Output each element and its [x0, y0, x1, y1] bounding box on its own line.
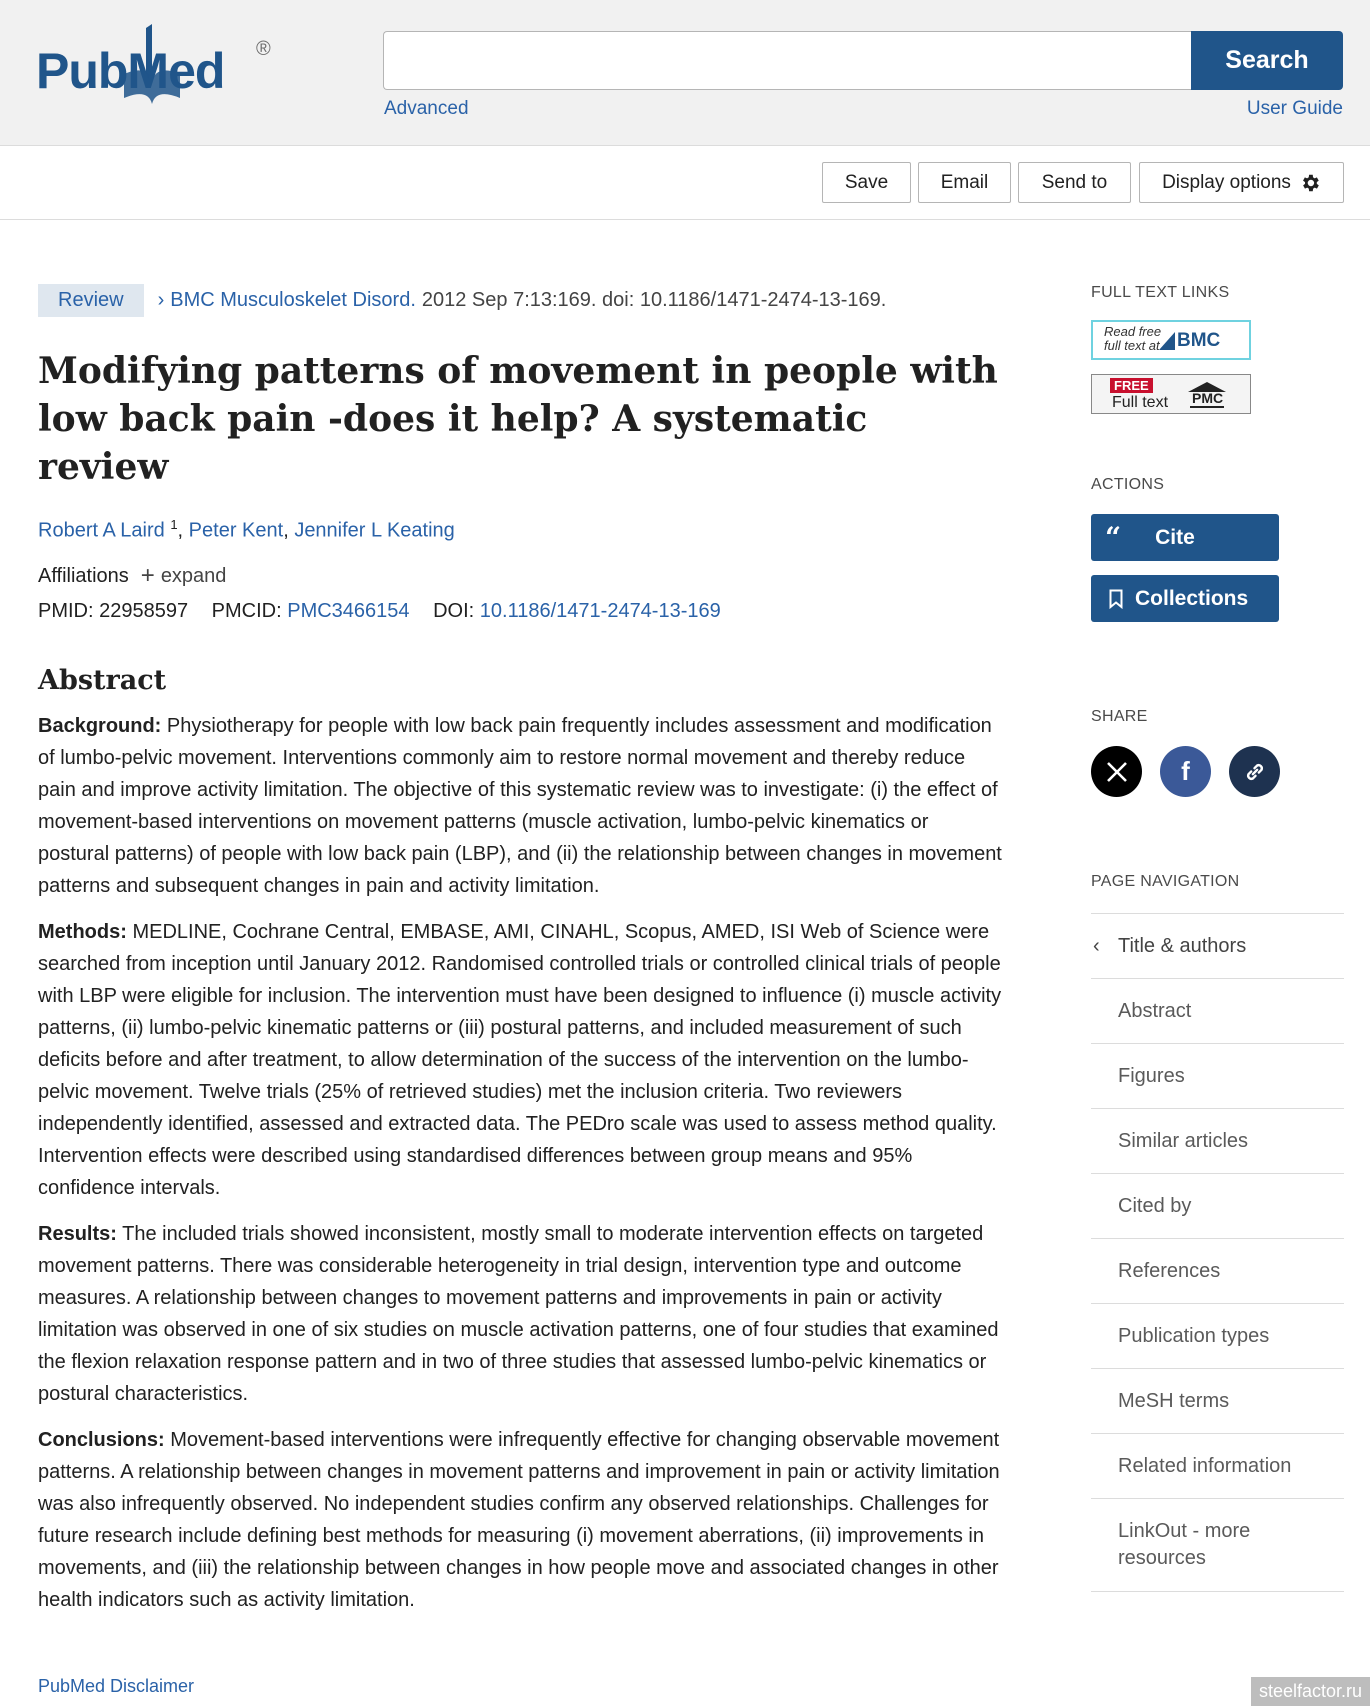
review-badge: Review	[38, 284, 144, 317]
search-button[interactable]: Search	[1191, 31, 1343, 90]
background-label: Background:	[38, 714, 162, 737]
conclusions-text: Movement-based interventions were infrequently effective for changing observable movement patterns. A relationship between changes in movement patterns and improvement in pain or activity limitation was also infrequently observed. No independent studies confirm any observed relationships. Challenges for future research include defining best methods for measuring (i) movement aberrations, (ii) improvements in movements, and (iii) the relationship between changes in how people move and associated changes in other health indicators such as activity limitation.	[38, 1428, 1000, 1611]
email-label: Email	[940, 171, 989, 193]
pmcid-link[interactable]: PMC3466154	[287, 599, 410, 622]
author-link[interactable]: Robert A Laird	[38, 519, 165, 542]
article-main	[38, 284, 1003, 1616]
gear-icon	[1299, 172, 1321, 194]
methods-label: Methods:	[38, 920, 127, 943]
journal-link[interactable]: BMC Musculoskelet Disord.	[170, 289, 416, 311]
citation-text: 2012 Sep 7:13:169. doi: 10.1186/1471-2474-13-169.	[421, 289, 887, 311]
pmid-label: PMID:	[38, 599, 94, 622]
abstract-background	[38, 710, 1003, 902]
citation-line	[38, 284, 1003, 317]
action-toolbar	[0, 146, 1370, 220]
nav-publication-types[interactable]	[1091, 1304, 1344, 1369]
full-text-links-heading: FULL TEXT LINKS	[1091, 284, 1230, 301]
nav-figures[interactable]	[1091, 1044, 1344, 1109]
nav-title-authors[interactable]	[1091, 914, 1344, 979]
facebook-share-button[interactable]	[1160, 746, 1211, 797]
page-navigation-heading: PAGE NAVIGATION	[1091, 873, 1240, 890]
chevron-left-icon: ‹	[1093, 934, 1100, 957]
pubmed-disclaimer-link[interactable]: PubMed Disclaimer	[38, 1676, 195, 1696]
nav-related-information[interactable]	[1091, 1434, 1344, 1499]
nav-label: LinkOut - more resources	[1118, 1520, 1251, 1569]
page-navigation-list	[1091, 913, 1344, 1592]
link-icon	[1242, 759, 1268, 785]
bmc-brand: BMC	[1177, 330, 1221, 351]
actions-heading: ACTIONS	[1091, 476, 1165, 493]
nav-label: Figures	[1118, 1064, 1185, 1087]
registered-mark: ®	[256, 38, 271, 60]
share-buttons	[1091, 746, 1344, 797]
abstract-heading: Abstract	[38, 664, 167, 696]
bmc-read-label: Read free full text at	[1104, 324, 1162, 353]
affiliations-label: Affiliations	[38, 564, 129, 587]
results-text: The included trials showed inconsistent, mostly small to moderate intervention effects on targeted movement patterns. There was considerable heterogeneity in trial design, intervention type and outcome measures. A relationship between changes to movement patterns and improvements in pain or activity limitation was observed in one of six studies on muscle activation patterns, one of four studies that examined the flexion relaxation response pattern and in two of three studies that assessed lumbo-pelvic kinematics or postural characteristics.	[38, 1222, 999, 1405]
expand-label: expand	[160, 564, 227, 587]
email-button[interactable]	[918, 162, 1011, 203]
abstract-methods	[38, 916, 1003, 1204]
nav-abstract[interactable]	[1091, 979, 1344, 1044]
nav-mesh-terms[interactable]	[1091, 1369, 1344, 1434]
nav-label: MeSH terms	[1118, 1389, 1230, 1412]
send-to-button[interactable]	[1018, 162, 1131, 203]
cite-button[interactable]	[1091, 514, 1279, 561]
save-button[interactable]	[822, 162, 911, 203]
nav-label: Title & authors	[1118, 934, 1247, 957]
author-affiliation-number[interactable]: 1	[170, 517, 178, 532]
nav-label: Cited by	[1118, 1194, 1192, 1217]
display-options-button[interactable]	[1139, 162, 1344, 203]
abstract-conclusions	[38, 1424, 1003, 1616]
watermark: steelfactor.ru	[1251, 1677, 1370, 1706]
collections-label: Collections	[1135, 586, 1249, 610]
copy-link-button[interactable]	[1229, 746, 1280, 797]
save-label: Save	[844, 171, 889, 193]
facebook-icon: f	[1181, 756, 1190, 786]
share-heading: SHARE	[1091, 708, 1148, 725]
expand-affiliations-button[interactable]	[140, 562, 227, 590]
abstract-results	[38, 1218, 1003, 1410]
author-link[interactable]: Jennifer L Keating	[294, 519, 455, 542]
nav-label: Abstract	[1118, 999, 1192, 1022]
nav-cited-by[interactable]	[1091, 1174, 1344, 1239]
user-guide-link[interactable]: User Guide	[1246, 98, 1343, 119]
x-share-button[interactable]	[1091, 746, 1142, 797]
bookmark-icon	[1109, 589, 1123, 609]
author-list: Robert A Laird $^1$, Peter Kent, Jennifer L Keating	[38, 517, 455, 542]
affiliations-row	[38, 562, 1003, 590]
doi-label: DOI:	[433, 599, 475, 622]
pubmed-logo[interactable]	[36, 24, 286, 114]
nav-label: Publication types	[1118, 1324, 1270, 1347]
advanced-search-link[interactable]: Advanced	[384, 98, 469, 119]
nav-label: References	[1118, 1259, 1221, 1282]
identifiers-row	[38, 600, 1003, 623]
pmc-full-label: Full text	[1112, 394, 1169, 411]
chevron-right-icon: ›	[157, 289, 165, 311]
doi-link[interactable]: 10.1186/1471-2474-13-169	[479, 599, 721, 622]
site-header	[0, 0, 1370, 146]
background-text: Physiotherapy for people with low back pain frequently includes assessment and modification of lumbo-pelvic movement. Interventions commonly aim to restore normal movement and thereby reduce pain and improve activity limitation. The objective of this systematic review was to investigate: (i) the effect of movement-based interventions on movement patterns (muscle activation, lumbo-pelvic kinematics or postural patterns) of people with low back pain (LBP), and (ii) the relationship between changes in movement patterns and subsequent changes in pain and activity limitation.	[38, 714, 1002, 897]
logo-text: PubMed	[36, 43, 225, 99]
nav-label: Related information	[1118, 1454, 1292, 1477]
display-options-label: Display options	[1162, 171, 1291, 193]
pmc-brand: PMC	[1192, 390, 1224, 406]
search-input[interactable]	[383, 31, 1192, 90]
send-to-label: Send to	[1041, 171, 1108, 193]
results-label: Results:	[38, 1222, 117, 1245]
pmc-free-label: FREE	[1110, 378, 1153, 393]
nav-linkout[interactable]	[1091, 1499, 1344, 1592]
bmc-full-text-link[interactable]	[1091, 320, 1251, 360]
methods-text: MEDLINE, Cochrane Central, EMBASE, AMI, CINAHL, Scopus, AMED, ISI Web of Science were searched from inception until January 2012. Randomised controlled trials or controlled clinical trials of people with LBP were eligible for inclusion. The intervention must have been designed to influence (i) muscle activity patterns, (ii) lumbo-pelvic kinematic patterns or (iii) postural patterns, and included measurement of such deficits before and after treatment, to allow determination of the success of the intervention on the lumbo-pelvic movement. Twelve trials (25% of retrieved studies) met the inclusion criteria. Two reviewers independently identified, assessed and extracted data. The PEDro scale was used to assess method quality. Intervention effects were described using standardised differences between group means and 95% confidence intervals.	[38, 920, 1002, 1199]
nav-similar-articles[interactable]	[1091, 1109, 1344, 1174]
pmcid-label: PMCID:	[211, 599, 282, 622]
plus-icon: +	[140, 562, 155, 590]
nav-references[interactable]	[1091, 1239, 1344, 1304]
x-icon	[1105, 760, 1129, 784]
pmid-value: 22958597	[99, 599, 189, 622]
quote-icon: “	[1105, 521, 1122, 554]
bmc-logo-icon	[1159, 332, 1175, 350]
cite-label: Cite	[1155, 525, 1195, 549]
conclusions-label: Conclusions:	[38, 1428, 165, 1451]
sidebar	[1091, 284, 1344, 1592]
nav-label: Similar articles	[1118, 1129, 1249, 1152]
pmc-full-text-link[interactable]	[1091, 374, 1251, 414]
collections-button[interactable]	[1091, 575, 1279, 622]
article-title: Modifying patterns of movement in people with low back pain -does it help? A systematic review	[38, 350, 998, 488]
author-link[interactable]: Peter Kent	[188, 519, 284, 542]
